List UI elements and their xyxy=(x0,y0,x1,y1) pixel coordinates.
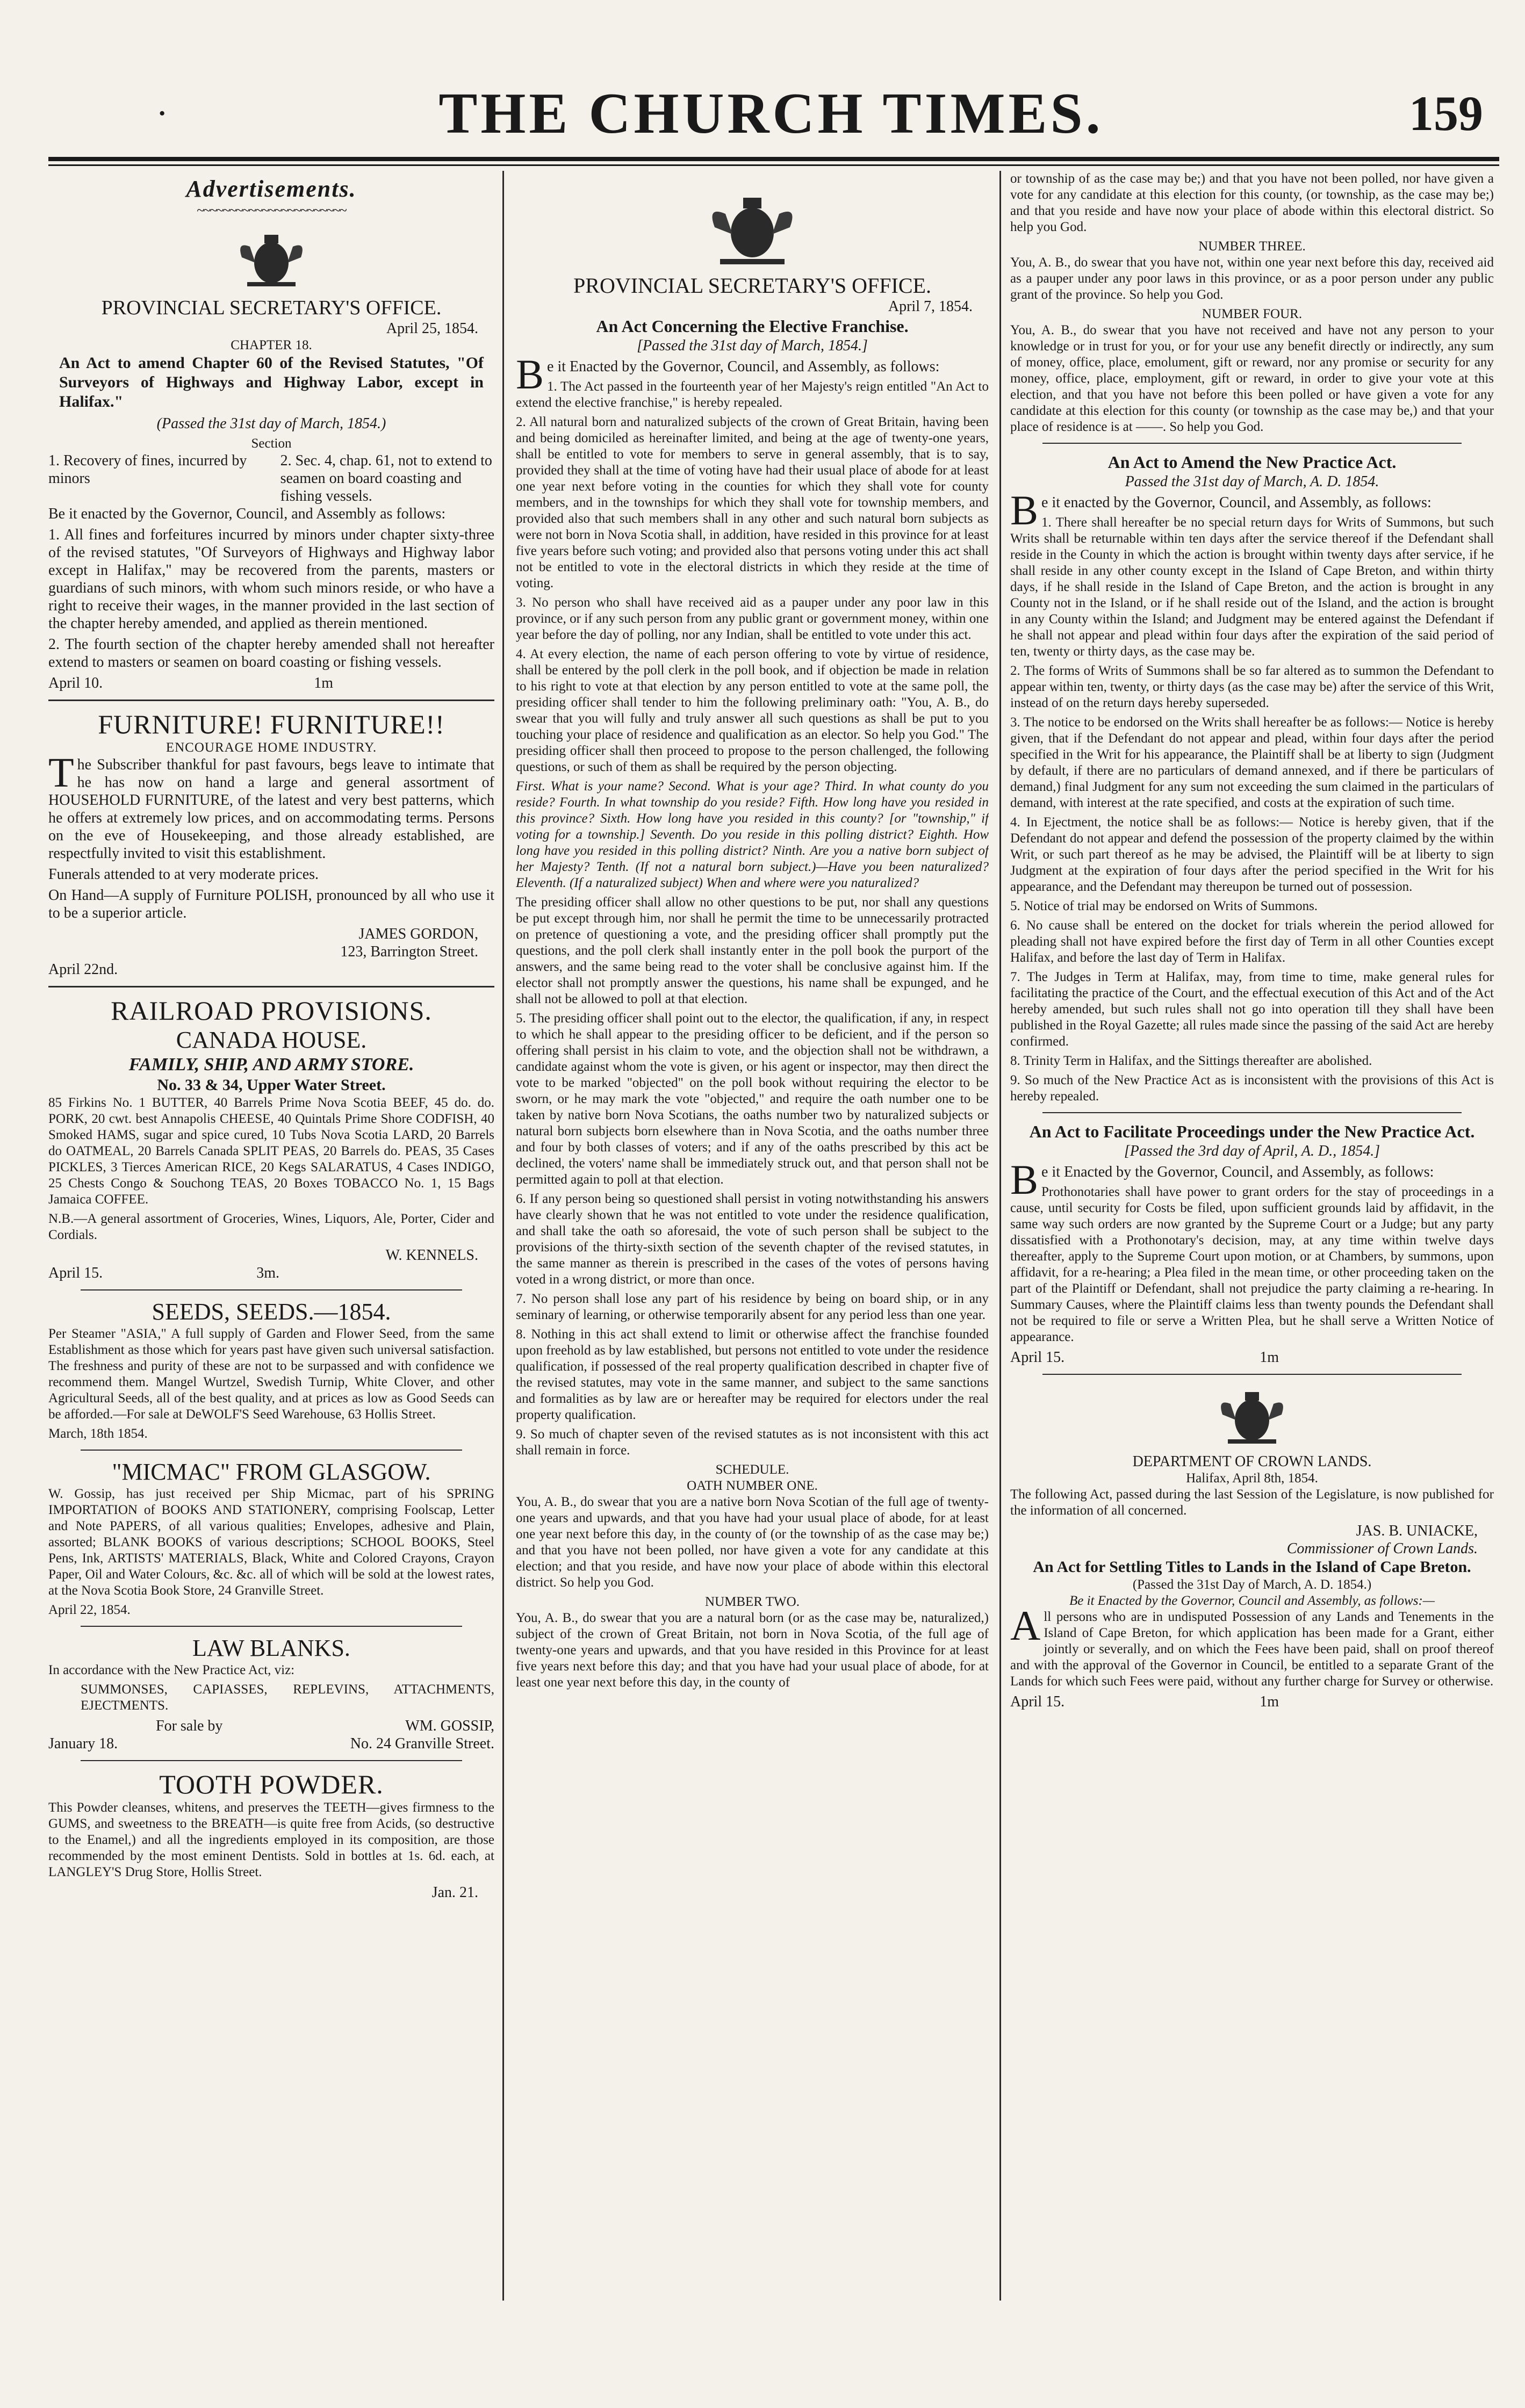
column-1 xyxy=(48,171,494,2327)
crown-lands-footer-date: April 15. xyxy=(1010,1693,1065,1710)
provisions-footer xyxy=(48,1264,494,1282)
crown-lands-act-title: An Act for Settling Titles to Lands in the Island of Cape Breton. xyxy=(1033,1558,1471,1576)
facilitate-act-passed: [Passed the 3rd day of April, A. D., 1854.] xyxy=(1124,1143,1380,1159)
franchise-act-title: An Act Concerning the Elective Franchise. xyxy=(596,316,909,336)
law-blanks-heading: LAW BLANKS. xyxy=(192,1635,350,1661)
micmac-heading: "MICMAC" FROM GLASGOW. xyxy=(112,1459,431,1485)
crown-lands-intro: The following Act, passed during the last Session of the Legislature, is now published for the information of all concerned. xyxy=(1010,1487,1494,1518)
franchise-para-9: 8. Nothing in this act shall extend to limit or otherwise affect the franchise founded upon freehold as by law established, but persons not entitled to vote under the residence qualification, if possessed of the real property qualification described in chapter five of the revised statutes, may vote in the same manner, and subject to the same sanctions and formalities as by law are or hereafter may be required for electors under the real property qualification. xyxy=(516,1327,989,1422)
practice-para-9: 9. So much of the New Practice Act as is inconsistent with the provisions of this Act is hereby repealed. xyxy=(1010,1073,1494,1104)
crown-lands-act-passed: (Passed the 31st Day of March, A. D. 1854.) xyxy=(1132,1577,1372,1592)
practice-para-4: 4. In Ejectment, the notice shall be as follows:— Notice is hereby given, that if the Defendant do not appear and defend the possession of the property claimed by the within Writ, or such part thereof as he may be advised, the Plaintiff will be at liberty to sign Judgment at the expiration of four days after the period specified in the Writ for his appearance, and the Defendant may thereupon be turned out of possession. xyxy=(1010,815,1494,894)
franchise-questions: First. What is your name? Second. What is your age? Third. In what county do you reside? Fourth. In what township do you reside? Fifth. How long have you resided in this province? Sixth. How long have you resided in this county? [or "township," if voting for a township.] Seventh. Do you reside in this polling district? Eighth. How long have you resided in this polling district? Ninth. Are you a native born subject of her Majesty? Tenth. (If not a natural born subject.)—Have you been naturalized? Eleventh. (If a naturalized subject) When and where were you naturalized? xyxy=(516,779,989,890)
seeds-body: Per Steamer "ASIA," A full supply of Garden and Flower Seed, from the same Establishment as those which for years past have given such universal satisfaction. The freshness and purity of these are not to be surpassed and with confidence we recommend them. Mangel Wurtzel, Swedish Turnip, White Clover, and other Agricultural Seeds, all of the best quality, and at prices as low as Good Seeds can be afforded.—For sale at DeWOLF'S Seed Warehouse, 63 Hollis Street. xyxy=(48,1326,494,1422)
provisions-term: 3m. xyxy=(256,1265,279,1281)
provisions-nb: N.B.—A general assortment of Groceries, Wines, Liquors, Ale, Porter, Cider and Cordials. xyxy=(48,1212,494,1242)
franchise-enact: Be it Enacted by the Governor, Council, and Assembly, as follows: xyxy=(516,351,940,398)
practice-act-title: An Act to Amend the New Practice Act. xyxy=(1107,452,1397,472)
oath-3-text: You, A. B., do swear that you have not, within one year next before this day, received aid as a pauper under any poor laws in this province, or as a poor person under any public grant of the province. So help you God. xyxy=(1010,255,1494,302)
practice-act-passed: Passed the 31st day of March, A. D. 1854. xyxy=(1125,473,1379,490)
crown-lands-footer xyxy=(1010,1693,1494,1711)
crown-lands-footer-term: 1m xyxy=(1260,1693,1279,1710)
franchise-para-2: 2. All natural born and naturalized subjects of the crown of Great Britain, having been and being domiciled as hereinafter limited, and being at the age of twenty-one years, shall be entitled to vote for members to serve in general assembly, that is to say, provided they shall at the time of voting have had their usual place of abode for at least one year next before voting in the counties for which they shall vote for county members, and in the townships for which they shall vote for township members, and provided also that such members shall in any other and such natural born subjects as were not born in Nova Scotia shall, in addition, have resided in this province for at least five years before such voting; and provided also that persons voting under this act shall not be entitled to vote in the electoral districts in which they reside at the time of voting. xyxy=(516,415,989,590)
facilitate-act-enact: Be it Enacted by the Governor, Council, and Assembly, as follows: xyxy=(1010,1156,1434,1203)
masthead xyxy=(48,81,1494,167)
section-2: 2. Sec. 4, chap. 61, not to extend to seamen on board coasting and fishing vessels. xyxy=(280,452,492,504)
divider xyxy=(1042,1112,1462,1113)
divider xyxy=(1042,1374,1462,1375)
furniture-address: 123, Barrington Street. xyxy=(340,943,478,960)
facilitate-act-title: An Act to Facilitate Proceedings under the New Practice Act. xyxy=(1029,1122,1475,1141)
seeds-date: March, 18th 1854. xyxy=(48,1426,148,1441)
canada-house-address: No. 33 & 34, Upper Water Street. xyxy=(157,1076,386,1094)
facilitate-act-term: 1m xyxy=(1260,1349,1279,1366)
law-blanks-sale xyxy=(48,1717,494,1735)
law-blanks-signature: WM. GOSSIP, xyxy=(405,1718,494,1734)
office-date: April 25, 1854. xyxy=(386,320,478,337)
franchise-act-passed: [Passed the 31st day of March, 1854.] xyxy=(637,337,868,354)
franchise-para-7: 6. If any person being so questioned shall persist in voting notwithstanding his answers have clearly shown that he was not entitled to vote under the residence qualification, and shall take the oath so aforesaid, the vote of such person shall be subject to the provisions of the thirty-sixth section of the seventh chapter of the revised statutes, in the same manner as therein is prescribed in the cases of the votes of persons having voted in a wrong district, or more than once. xyxy=(516,1192,989,1287)
franchise-para-8: 7. No person shall lose any part of his residence by being on board ship, or in any seminary of learning, or otherwise temporarily absent for any period less than one year. xyxy=(516,1292,989,1322)
canada-house-sub: FAMILY, SHIP, AND ARMY STORE. xyxy=(128,1055,414,1075)
oath-3-heading: NUMBER THREE. xyxy=(1198,239,1306,254)
franchise-para-5: The presiding officer shall allow no other questions to be put, nor shall any questions be put except through him, nor shall he permit the time to be unnecessarily protracted on pretence of questioning a vote, and the presiding officer shall promptly put the questions, and the poll clerk shall instantly enter in the poll book the purport of the answers, and the same being read to the voter shall be conclusive against him. If the elector shall not promptly answer the questions, his name shall be expunged, and he shall not be allowed to poll at that election. xyxy=(516,895,989,1006)
act-term: 1m xyxy=(314,675,333,691)
micmac-date: April 22, 1854. xyxy=(48,1603,131,1617)
franchise-para-4: 4. At every election, the name of each person offering to vote by virtue of residence, shall be entered by the poll clerk in the poll book, and if objection be made in relation to his right to vote at that election by any person entitled to vote at the same poll, the presiding officer shall tender to him the following preliminary oath: "You, A. B., do swear that you will fully and truly answer all such questions as shall be put to you touching your place of residence and qualification as an elector. So help you God." The presiding officer shall then proceed to propose to the person challenged, the following questions, or such of them as shall be required by the person objecting. xyxy=(516,647,989,774)
law-blanks-items: SUMMONSES, CAPIASSES, REPLEVINS, ATTACHMENTS, EJECTMENTS. xyxy=(81,1682,494,1713)
practice-para-8: 8. Trinity Term in Halifax, and the Sittings thereafter are abolished. xyxy=(1010,1054,1372,1068)
practice-para-5: 5. Notice of trial may be endorsed on Writs of Summons. xyxy=(1010,899,1318,913)
masthead-dot: · xyxy=(156,93,169,134)
law-blanks-footer xyxy=(48,1735,494,1753)
office-header: PROVINCIAL SECRETARY'S OFFICE. xyxy=(573,273,931,298)
oath-2-heading: NUMBER TWO. xyxy=(705,1595,800,1609)
divider xyxy=(1042,443,1462,444)
furniture-body: The Subscriber thankful for past favours, begs leave to intimate that he has now on hand a large and general assortment of HOUSEHOLD FURNITURE, of the latest and very best patterns, which he offers at extremely low prices, and on accommodating terms. Persons on the eve of Housekeeping, and those already established, are respectfully invited to visit this establishment. xyxy=(48,749,494,862)
furniture-funerals: Funerals attended to at very moderate prices. xyxy=(48,866,319,883)
office-date: April 7, 1854. xyxy=(888,298,973,315)
tooth-powder-heading: TOOTH POWDER. xyxy=(159,1769,384,1799)
column-divider-2 xyxy=(999,171,1001,2301)
oath-2-continued: or township of as the case may be;) and that you have not been polled, nor have given a vote for any candidate at this election for this county, (or township, as the case may be;) and that you reside and have now your place of abode within this electoral district. So help you God. xyxy=(1010,171,1494,234)
act-footer xyxy=(48,674,494,692)
newspaper-title: THE CHURCH TIMES. xyxy=(438,82,1104,146)
office-header: PROVINCIAL SECRETARY'S OFFICE. xyxy=(101,297,442,319)
act-title: An Act to amend Chapter 60 of the Revised Statutes, "Of Surveyors of Highways and Highway Labor, except in Halifax." xyxy=(59,354,484,410)
act-passed: (Passed the 31st day of March, 1854.) xyxy=(156,415,386,432)
provisions-date: April 15. xyxy=(48,1265,103,1281)
tooth-powder-date: Jan. 21. xyxy=(431,1884,478,1901)
chapter-label: CHAPTER 18. xyxy=(231,338,312,352)
divider xyxy=(81,1450,462,1451)
column-3 xyxy=(1010,171,1494,2327)
crown-lands-signature-title: Commissioner of Crown Lands. xyxy=(1286,1540,1478,1557)
law-blanks-address: No. 24 Granville Street. xyxy=(350,1735,494,1752)
railroad-heading: RAILROAD PROVISIONS. xyxy=(111,996,432,1026)
oath-2-text: You, A. B., do swear that you are a natural born (or as the case may be, naturalized,) subject of the crown of Great Britain, not born in Nova Scotia, of the full age of twenty-one years and upwards, and that you have resided in this Province for at least five years next before this day; and that you have had your usual place of abode, for at least one year next before this day, in the county of xyxy=(516,1611,989,1690)
act-para-1: 1. All fines and forfeitures incurred by minors under chapter sixty-three of the revised statutes, "Of Surveyors of Highways and Highway labor except in Halifax," may be recovered from the parents, masters or guardians of such minors, with whom such minors reside, or who have a right to receive their wages, in the manner provided in the last section of the chapter hereby amended, and applied as therein mentioned. xyxy=(48,527,494,632)
seeds-heading: SEEDS, SEEDS.—1854. xyxy=(152,1299,391,1325)
provisions-list: 85 Firkins No. 1 BUTTER, 40 Barrels Prime Nova Scotia BEEF, 45 do. do. PORK, 20 cwt. best Annapolis CHEESE, 40 Quintals Prime Shore CODFISH, 40 Smoked HAMS, sugar and spice cured, 10 Tubs Nova Scotia LARD, 20 Barrels do OATMEAL, 20 Barrels Canada SPLIT PEAS, 20 Barrels do. PEAS, 35 Cases PICKLES, 3 Tierces American RICE, 20 Kegs SALARATUS, 4 Cases INDIGO, 25 Chests Congo & Souchong TEAS, 20 Boxes TOBACCO No. 1, 15 Bags Jamaica COFFEE. xyxy=(48,1095,494,1207)
facilitate-act-body: Prothonotaries shall have power to grant orders for the stay of proceedings in a cause, until security for Costs be filed, upon sufficient grounds laid by affidavit, in the same way such orders are now granted by the Supreme Court or a Judge; but any party dissatisfied with a Prothonotary's decision, may, at any time within twelve days thereafter, apply to the Supreme Court upon motion, or at Chambers, by summons, upon affidavit, for a re-hearing; a Plea filed in the mean time, or other proceeding taken on the part of the Plaintiff or Defendant, shall not prejudice the party claiming a re-hearing. In Summary Causes, where the Plaintiff claims less than twenty pounds the Defendant shall not be required to file or serve a Written Plea, but he shall serve a Written Notice of appearance. xyxy=(1010,1185,1494,1344)
facilitate-act-date: April 15. xyxy=(1010,1349,1065,1366)
page-number: 159 xyxy=(1409,86,1483,141)
practice-para-6: 6. No cause shall be entered on the docket for trials wherein the period allowed for pleading shall not have expired before the first day of Term in all other Counties except Halifax, and before the last day of Term in Halifax. xyxy=(1010,918,1494,965)
facilitate-act-footer xyxy=(1010,1349,1494,1366)
franchise-para-3: 3. No person who shall have received aid as a pauper under any poor law in this province, or if any such person from any public grant or government money, within one year before the day of polling, nor any Indian, shall be entitled to vote under this act. xyxy=(516,595,989,642)
franchise-para-1: 1. The Act passed in the fourteenth year of her Majesty's reign entitled "An Act to extend the elective franchise," is hereby repealed. xyxy=(516,379,989,410)
column-divider-1 xyxy=(502,171,504,2301)
advertisements-header: Advertisements. xyxy=(186,176,357,202)
schedule-heading: SCHEDULE. xyxy=(715,1462,789,1477)
divider xyxy=(81,1626,462,1627)
practice-para-2: 2. The forms of Writs of Summons shall be so far altered as to summon the Defendant to appear within ten, twenty, or thirty days (as the case may be) after the service of this Writ, instead of on the return days hereby superseded. xyxy=(1010,664,1494,710)
oath-4-text: You, A. B., do swear that you have not received and have not any person to your knowledge or in trust for you, or for your use any benefit directly or indirectly, any sum of money, office, place, emolument, gift or reward, nor any promise or security for any money, office, place, employment, gift or reward, in order to give your vote at this election, and that you have not before this been polled or have given a vote for any candidate at this election for this county (or township as the case may be,) and that your place of residence is at ——. So help you God. xyxy=(1010,323,1494,434)
provisions-signature: W. KENNELS. xyxy=(385,1247,478,1264)
franchise-para-10: 9. So much of chapter seven of the revised statutes as is not inconsistent with this act shall remain in force. xyxy=(516,1427,989,1458)
law-blanks-intro: In accordance with the New Practice Act, viz: xyxy=(48,1663,295,1677)
practice-para-3: 3. The notice to be endorsed on the Writs shall hereafter be as follows:— Notice is hereby given, that if the Defendant do not appear and plead, within four days after the period specified in the Writ for his appearance, the Plaintiff shall be at liberty to sign (Judgment by default, if there are no particulars of demand annexed, and if there be particulars of demand,) final Judgment for any sum not exceeding the sum claimed in the particulars of demand, with interest at the rate specified, and costs at the expiration of such time. xyxy=(1010,715,1494,810)
furniture-heading: FURNITURE! FURNITURE!! xyxy=(98,709,445,739)
divider xyxy=(81,1289,462,1290)
masthead-rule-thin xyxy=(48,164,1499,166)
divider xyxy=(48,986,494,987)
crown-lands-date: Halifax, April 8th, 1854. xyxy=(1186,1471,1318,1486)
section-index xyxy=(48,452,494,505)
royal-crest-icon xyxy=(701,187,803,268)
crown-lands-act-body: All persons who are in undisputed Possession of any Lands and Tenements in the Island of Cape Breton, for which application has been made for a Grant, either jointly or severally, and on which the Fees have been paid, shall on proof thereof and with the approval of the Governor in Council, be entitled to a separate Grant of the Lands for which such Fees were paid, without any further charge for Survey or otherwise. xyxy=(1010,1602,1494,1689)
ornament: ~~~~~~~~~~~~~~~~~~~~~~~ xyxy=(197,203,346,218)
furniture-subheading: ENCOURAGE HOME INDUSTRY. xyxy=(166,740,377,755)
act-date: April 10. xyxy=(48,675,103,691)
furniture-polish: On Hand—A supply of Furniture POLISH, pronounced by all who use it to be a superior article. xyxy=(48,887,494,921)
section-1: 1. Recovery of fines, incurred by minors xyxy=(48,452,247,487)
royal-crest-icon xyxy=(231,225,312,290)
practice-para-1: 1. There shall hereafter be no special return days for Writs of Summons, but such Writs shall be returnable within ten days after the service thereof if the Defendant shall reside in the County in which the action is brought within twenty days after service, if he shall reside in any other county except in the Island of Cape Breton, and within thirty days, if he shall reside in the Island of Cape Breton, and the action is brought in any County not in the Island, or if he shall reside out of the Island, and the action is brought in any County within the Island; and Judgment may be entered against the Defendant if he shall not appear and plead within four days after the expiration of the said period of ten, twenty or thirty days, as the case may be. xyxy=(1010,515,1494,659)
tooth-powder-body: This Powder cleanses, whitens, and preserves the TEETH—gives firmness to the GUMS, and sweetness to the BREATH—is quite free from Acids, (so destructive to the Enamel,) and all the ingredients employed in its composition, are those recommended by the most eminent Dentists. Sold in bottles at 1s. 6d. each, at LANGLEY'S Drug Store, Hollis Street. xyxy=(48,1800,494,1879)
law-blanks-date: January 18. xyxy=(48,1735,118,1752)
oath-1-heading: OATH NUMBER ONE. xyxy=(687,1479,818,1493)
crown-lands-act-enact: Be it Enacted by the Governor, Council and Assembly, as follows:— xyxy=(1069,1594,1435,1608)
canada-house-heading: CANADA HOUSE. xyxy=(176,1027,367,1053)
practice-para-7: 7. The Judges in Term at Halifax, may, from time to time, make general rules for facilitating the practice of the Court, and the effectual execution of this Act and of the Act hereby amended, but such rules shall not go into operation till they shall have been published in the Royal Gazette; all rules made since the passing of the said Act are hereby confirmed. xyxy=(1010,970,1494,1049)
furniture-date: April 22nd. xyxy=(48,961,118,978)
act-para-2: 2. The fourth section of the chapter hereby amended shall not hereafter extend to masters or seamen on board coasting or fishing vessels. xyxy=(48,636,494,671)
enact-clause: Be it enacted by the Governor, Council, and Assembly as follows: xyxy=(48,506,446,522)
oath-1-text: You, A. B., do swear that you are a native born Nova Scotian of the full age of twenty-one years and upwards, and that you have had your usual place of abode, for at least one year next before this day, in the county of (or the township of as the case may be;) and that you have not been polled, nor have given a vote for any candidate at this election; and that you reside, and have now your place of abode within this electoral district. So help you God. xyxy=(516,1495,989,1590)
practice-act-enact: Be it enacted by the Governor, Council, and Assembly, as follows: xyxy=(1010,487,1432,533)
law-blanks-sale-label: For sale by xyxy=(156,1718,223,1734)
royal-crest-icon xyxy=(1212,1382,1292,1447)
micmac-body: W. Gossip, has just received per Ship Micmac, part of his SPRING IMPORTATION of BOOKS AND STATIONERY, comprising Foolscap, Letter and Note PAPERS, of all various qualities; Envelopes, adhesive and Plain, assorted; BLANK BOOKS of various descriptions; SCHOOL BOOKS, Steel Pens, Ink, ARTISTS' MATERIALS, Black, White and Colored Crayons, Crayon Paper, Oil and Water Colours, &c. &c. all of which will be sold at the lowest rates, at the Nova Scotia Book Store, 24 Granville Street. xyxy=(48,1487,494,1598)
masthead-rule xyxy=(48,157,1499,161)
column-2 xyxy=(516,171,989,2327)
section-label: Section xyxy=(251,436,292,451)
oath-4-heading: NUMBER FOUR. xyxy=(1202,307,1303,321)
franchise-para-6: 5. The presiding officer shall point out to the elector, the qualification, if any, in respect to which he shall appear to the presiding officer to be deficient, and if the person so offering shall persist in his claim to vote, and the objection shall not be withdrawn, a candidate against whom the vote is given, or his agent or inspector, may then direct the vote to be marked "objected" on the poll book without requiring the elector to be sworn, or he may mark the vote "objected," and require the oath number one to be taken by native born Nova Scotians, the oaths number two by naturalized subjects or natural born subjects born elsewhere than in Nova Scotia, and the oaths number three and four by both classes of voters; and if any of the oaths prescribed by this act be declined, the voters' name shall be immediately struck out, and that person shall not be permitted again to poll at that election. xyxy=(516,1011,989,1187)
crown-lands-signature: JAS. B. UNIACKE, xyxy=(1356,1523,1478,1539)
furniture-signature: JAMES GORDON, xyxy=(358,926,478,942)
divider xyxy=(48,700,494,701)
divider xyxy=(81,1760,462,1761)
crown-lands-heading: DEPARTMENT OF CROWN LANDS. xyxy=(1132,1453,1372,1470)
